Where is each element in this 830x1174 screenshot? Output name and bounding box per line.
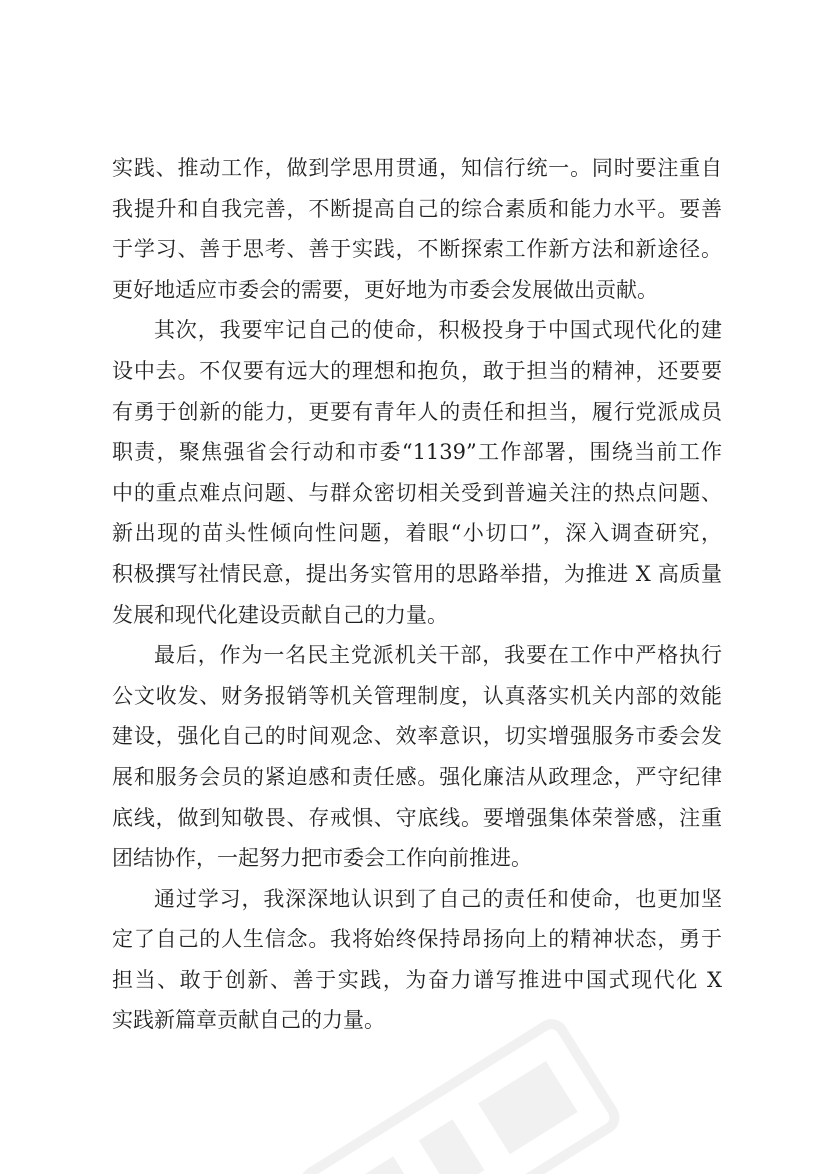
text-line: 积极撰写社情民意，提出务实管用的思路举措，为推进 X 高质量 <box>112 561 722 586</box>
text-line: 有勇于创新的能力，更要有青年人的责任和担当，履行党派成员 <box>112 399 722 424</box>
text-line: 更好地适应市委会的需要，更好地为市委会发展做出贡献。 <box>112 277 658 302</box>
text-line: 实践、推动工作，做到学思用贯通，知信行统一。同时要注重自 <box>112 156 722 180</box>
text-line: 定了自己的人生信念。我将始终保持昂扬向上的精神状态，勇于 <box>112 927 722 952</box>
text-line: 实践新篇章贡献自己的力量。 <box>112 1008 385 1033</box>
text-line: 团结协作，一起努力把市委会工作向前推进。 <box>112 846 532 871</box>
text-line: 职责，聚焦强省会行动和市委“1139”工作部署，围绕当前工作 <box>112 440 722 465</box>
text-line: 建设，强化自己的时间观念、效率意识，切实增强服务市委会发 <box>112 724 722 749</box>
text-line: 担当、敢于创新、善于实践，为奋力谱写推进中国式现代化 X <box>112 967 722 992</box>
text-line: 通过学习，我深深地认识到了自己的责任和使命，也更加坚 <box>154 886 722 911</box>
text-line: 设中去。不仅要有远大的理想和抱负，敢于担当的精神，还要要 <box>112 358 722 383</box>
text-line: 发展和现代化建设贡献自己的力量。 <box>112 602 448 627</box>
document-body <box>112 148 722 1041</box>
text-line: 于学习、善于思考、善于实践，不断探索工作新方法和新途径。 <box>112 237 722 262</box>
text-line: 其次，我要牢记自己的使命，积极投身于中国式现代化的建 <box>154 318 722 343</box>
text-line: 新出现的苗头性倾向性问题，着眼“小切口”，深入调查研究， <box>112 521 722 546</box>
text-line: 中的重点难点问题、与群众密切相关受到普遍关注的热点问题、 <box>112 480 722 505</box>
text-line: 底线，做到知敬畏、存戒惧、守底线。要增强集体荣誉感，注重 <box>112 805 722 830</box>
text-line: 最后，作为一名民主党派机关干部，我要在工作中严格执行 <box>154 643 722 668</box>
text-line: 公文收发、财务报销等机关管理制度，认真落实机关内部的效能 <box>112 683 722 708</box>
text-line: 我提升和自我完善，不断提高自己的综合素质和能力水平。要善 <box>112 196 722 221</box>
text-line: 展和服务会员的紧迫感和责任感。强化廉洁从政理念，严守纪律 <box>112 764 722 789</box>
